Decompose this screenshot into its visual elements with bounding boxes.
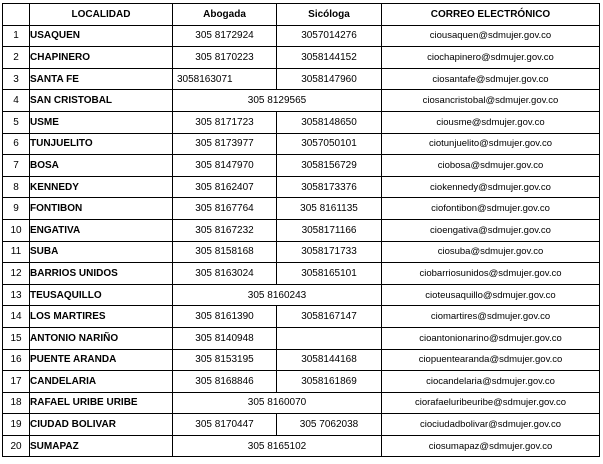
- email-cell[interactable]: cioantonionarino@sdmujer.gov.co: [382, 327, 600, 349]
- localidad-cell: SUMAPAZ: [30, 435, 173, 457]
- row-number: 9: [3, 198, 30, 220]
- shared-phone-cell: 305 8165102: [173, 435, 382, 457]
- table-row: [3, 111, 600, 133]
- localidad-cell: BARRIOS UNIDOS: [30, 263, 173, 285]
- abogada-phone-cell: 305 8172924: [173, 25, 277, 47]
- localidad-cell: PUENTE ARANDA: [30, 349, 173, 371]
- abogada-phone-cell: 305 8140948: [173, 327, 277, 349]
- sicologa-phone-cell: 3058171166: [277, 219, 382, 241]
- email-cell[interactable]: ciosantafe@sdmujer.gov.co: [382, 68, 600, 90]
- table-row: [3, 327, 600, 349]
- header-number: [3, 4, 30, 26]
- abogada-phone-cell: 305 8167232: [173, 219, 277, 241]
- email-cell[interactable]: ciotunjuelito@sdmujer.gov.co: [382, 133, 600, 155]
- table-row: [3, 435, 600, 457]
- abogada-phone-cell: 305 8163024: [173, 263, 277, 285]
- localidad-cell: SAN CRISTOBAL: [30, 90, 173, 112]
- sicologa-phone-cell: [277, 327, 382, 349]
- abogada-phone-cell: 305 8170223: [173, 47, 277, 69]
- row-number: 13: [3, 284, 30, 306]
- email-cell[interactable]: ciorafaeluribeuribe@sdmujer.gov.co: [382, 392, 600, 414]
- abogada-phone-cell: 305 8170447: [173, 414, 277, 436]
- sicologa-phone-cell: 3057050101: [277, 133, 382, 155]
- table-row: [3, 241, 600, 263]
- email-cell[interactable]: ciociudadbolivar@sdmujer.gov.co: [382, 414, 600, 436]
- row-number: 16: [3, 349, 30, 371]
- directory-table: [2, 3, 600, 457]
- email-cell[interactable]: cioengativa@sdmujer.gov.co: [382, 219, 600, 241]
- header-abogada: Abogada: [173, 4, 277, 26]
- sicologa-phone-cell: 305 7062038: [277, 414, 382, 436]
- sicologa-phone-cell: 3058156729: [277, 155, 382, 177]
- row-number: 1: [3, 25, 30, 47]
- email-cell[interactable]: cioteusaquillo@sdmujer.gov.co: [382, 284, 600, 306]
- abogada-phone-cell: 305 8173977: [173, 133, 277, 155]
- email-cell[interactable]: ciosuba@sdmujer.gov.co: [382, 241, 600, 263]
- row-number: 5: [3, 111, 30, 133]
- header-correo: CORREO ELECTRÓNICO: [382, 4, 600, 26]
- row-number: 8: [3, 176, 30, 198]
- row-number: 11: [3, 241, 30, 263]
- localidad-cell: CANDELARIA: [30, 371, 173, 393]
- shared-phone-cell: 305 8129565: [173, 90, 382, 112]
- email-cell[interactable]: ciobosa@sdmujer.gov.co: [382, 155, 600, 177]
- row-number: 10: [3, 219, 30, 241]
- email-cell[interactable]: ciocandelaria@sdmujer.gov.co: [382, 371, 600, 393]
- sicologa-phone-cell: 3058167147: [277, 306, 382, 328]
- abogada-phone-cell: 3058163071: [173, 68, 277, 90]
- sicologa-phone-cell: 3058148650: [277, 111, 382, 133]
- header-sicologa: Sicóloga: [277, 4, 382, 26]
- localidad-cell: SUBA: [30, 241, 173, 263]
- row-number: 12: [3, 263, 30, 285]
- email-cell[interactable]: ciousaquen@sdmujer.gov.co: [382, 25, 600, 47]
- row-number: 19: [3, 414, 30, 436]
- email-cell[interactable]: ciokennedy@sdmujer.gov.co: [382, 176, 600, 198]
- table-row: [3, 90, 600, 112]
- table-row: [3, 68, 600, 90]
- localidad-cell: KENNEDY: [30, 176, 173, 198]
- table-row: [3, 25, 600, 47]
- abogada-phone-cell: 305 8153195: [173, 349, 277, 371]
- shared-phone-cell: 305 8160070: [173, 392, 382, 414]
- localidad-cell: RAFAEL URIBE URIBE: [30, 392, 173, 414]
- email-cell[interactable]: ciofontibon@sdmujer.gov.co: [382, 198, 600, 220]
- localidad-cell: USME: [30, 111, 173, 133]
- table-row: [3, 263, 600, 285]
- abogada-phone-cell: 305 8167764: [173, 198, 277, 220]
- row-number: 4: [3, 90, 30, 112]
- row-number: 14: [3, 306, 30, 328]
- email-cell[interactable]: ciobarriosunidos@sdmujer.gov.co: [382, 263, 600, 285]
- sicologa-phone-cell: 3058161869: [277, 371, 382, 393]
- localidad-cell: SANTA FE: [30, 68, 173, 90]
- sicologa-phone-cell: 3057014276: [277, 25, 382, 47]
- table-row: [3, 306, 600, 328]
- email-cell[interactable]: ciopuentearanda@sdmujer.gov.co: [382, 349, 600, 371]
- localidad-cell: TEUSAQUILLO: [30, 284, 173, 306]
- table-row: [3, 371, 600, 393]
- abogada-phone-cell: 305 8161390: [173, 306, 277, 328]
- sicologa-phone-cell: 3058173376: [277, 176, 382, 198]
- localidad-cell: FONTIBON: [30, 198, 173, 220]
- abogada-phone-cell: 305 8147970: [173, 155, 277, 177]
- row-number: 20: [3, 435, 30, 457]
- row-number: 3: [3, 68, 30, 90]
- localidad-cell: TUNJUELITO: [30, 133, 173, 155]
- row-number: 6: [3, 133, 30, 155]
- localidad-cell: ANTONIO NARIÑO: [30, 327, 173, 349]
- table-row: [3, 133, 600, 155]
- table-row: [3, 349, 600, 371]
- table-row: [3, 414, 600, 436]
- sicologa-phone-cell: 3058144152: [277, 47, 382, 69]
- table-row: [3, 284, 600, 306]
- row-number: 7: [3, 155, 30, 177]
- email-cell[interactable]: ciosumapaz@sdmujer.gov.co: [382, 435, 600, 457]
- sicologa-phone-cell: 305 8161135: [277, 198, 382, 220]
- header-row: [3, 4, 600, 26]
- row-number: 18: [3, 392, 30, 414]
- sicologa-phone-cell: 3058147960: [277, 68, 382, 90]
- localidad-cell: BOSA: [30, 155, 173, 177]
- row-number: 2: [3, 47, 30, 69]
- table-body: [3, 25, 600, 457]
- email-cell[interactable]: ciomartires@sdmujer.gov.co: [382, 306, 600, 328]
- table-row: [3, 198, 600, 220]
- header-localidad: LOCALIDAD: [30, 4, 173, 26]
- localidad-cell: USAQUEN: [30, 25, 173, 47]
- abogada-phone-cell: 305 8168846: [173, 371, 277, 393]
- abogada-phone-cell: 305 8158168: [173, 241, 277, 263]
- row-number: 15: [3, 327, 30, 349]
- table-row: [3, 155, 600, 177]
- email-cell[interactable]: ciousme@sdmujer.gov.co: [382, 111, 600, 133]
- table-row: [3, 176, 600, 198]
- table-row: [3, 219, 600, 241]
- localidad-cell: LOS MARTIRES: [30, 306, 173, 328]
- localidad-cell: ENGATIVA: [30, 219, 173, 241]
- row-number: 17: [3, 371, 30, 393]
- table-row: [3, 47, 600, 69]
- email-cell[interactable]: ciochapinero@sdmujer.gov.co: [382, 47, 600, 69]
- localidad-cell: CHAPINERO: [30, 47, 173, 69]
- localidad-cell: CIUDAD BOLIVAR: [30, 414, 173, 436]
- abogada-phone-cell: 305 8171723: [173, 111, 277, 133]
- table-row: [3, 392, 600, 414]
- abogada-phone-cell: 305 8162407: [173, 176, 277, 198]
- shared-phone-cell: 305 8160243: [173, 284, 382, 306]
- sicologa-phone-cell: 3058144168: [277, 349, 382, 371]
- email-cell[interactable]: ciosancristobal@sdmujer.gov.co: [382, 90, 600, 112]
- sicologa-phone-cell: 3058171733: [277, 241, 382, 263]
- sicologa-phone-cell: 3058165101: [277, 263, 382, 285]
